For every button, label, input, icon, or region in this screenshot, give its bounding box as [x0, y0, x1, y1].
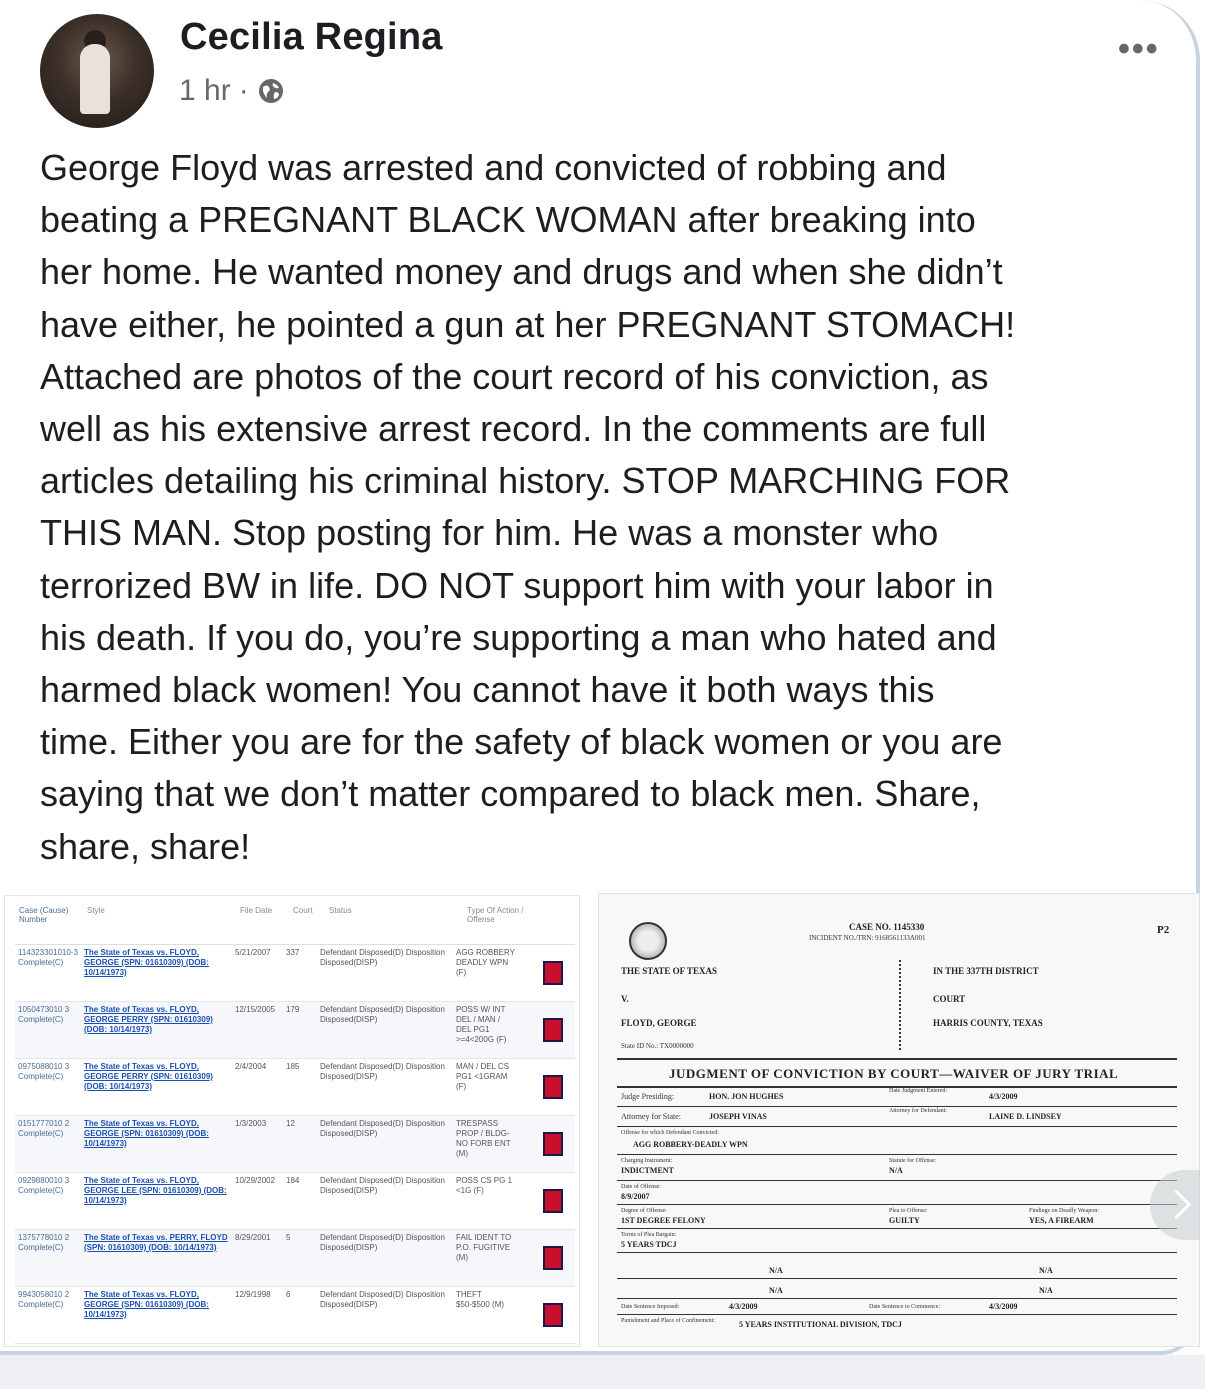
table-row [15, 1059, 575, 1116]
col-header-status: Status [329, 906, 352, 915]
rule-4 [617, 1180, 1177, 1181]
document-icon[interactable] [543, 1246, 563, 1270]
style-link[interactable]: The State of Texas vs. FLOYD, GEORGE (SPN: 01610309) (DOB: 10/14/1973) [84, 1290, 209, 1319]
case-number-cell[interactable]: 1375778010 2 Complete(C) [18, 1233, 70, 1252]
offense-cell: THEFT $50-$500 (M) [456, 1290, 505, 1309]
arrest-table-header [15, 904, 575, 945]
plea-label: Plea to Offense: [889, 1208, 928, 1214]
document-icon[interactable] [543, 1018, 563, 1042]
court-cell: 12 [286, 1119, 295, 1128]
post-text: George Floyd was arrested and convicted of robbing and beating a PREGNANT BLACK WOMAN after breaking into her home. He wanted money and drugs and when she didn’t have either, he pointed a gun at her PREGNANT STOMACH! Attached are photos of the court record of his conviction, as well as his extensive arrest record. In the comments are full articles detailing his criminal history. STOP MARCHING FOR THIS MAN. Stop posting for him. He was a monster who terrorized BW in life. DO NOT support him with your labor in his death. If you do, you’re supporting a man who hated and harmed black women! You cannot have it both ways this time. Either you are for the safety of black women or you are saying that we don’t matter compared to black men. Share, share, share! [40, 147, 1016, 867]
offense-cell: POSS CS PG 1 <1G (F) [456, 1176, 513, 1195]
document-icon[interactable] [543, 1303, 563, 1327]
status-cell: Defendant Disposed(D) Disposition Disposed(DISP) [320, 948, 445, 967]
photo-arrest-record[interactable] [4, 895, 580, 1347]
punishment-label: Punishment and Place of Confinement: [621, 1318, 715, 1324]
document-icon[interactable] [543, 1132, 563, 1156]
file-date-cell: 5/21/2007 [235, 948, 271, 957]
post-meta [179, 74, 285, 108]
statute-value: N/A [889, 1166, 903, 1175]
offense-label: Offense for which Defendant Convicted: [621, 1130, 719, 1136]
table-row [15, 1002, 575, 1059]
style-link[interactable]: The State of Texas vs. FLOYD, GEORGE (SPN: 01610309) (DOB: 10/14/1973) [84, 1119, 209, 1148]
page-number: P2 [1157, 924, 1170, 936]
meta-separator: · [238, 74, 249, 107]
offense-cell: FAIL IDENT TO P.O. FUGITIVE (M) [456, 1233, 512, 1262]
na-3: N/A [769, 1286, 783, 1295]
status-cell: Defendant Disposed(D) Disposition Disposed(DISP) [320, 1176, 445, 1195]
attorney-def-label: Attorney for Defendant: [889, 1108, 947, 1114]
court-seal-icon [629, 922, 667, 960]
defendant-name: FLOYD, GEORGE [621, 1018, 697, 1028]
plea-value: GUILTY [889, 1216, 920, 1225]
feed-background [0, 1355, 1205, 1389]
file-date-cell: 10/29/2002 [235, 1176, 276, 1185]
date-entered-value: 4/3/2009 [989, 1092, 1018, 1101]
attorney-def-value: LAINE D. LINDSEY [989, 1112, 1062, 1121]
date-entered-label: Date Judgment Entered: [889, 1088, 947, 1094]
judge-label: Judge Presiding: [621, 1092, 675, 1101]
rule-7 [617, 1252, 1177, 1253]
author-name[interactable]: Cecilia Regina [180, 16, 443, 58]
style-link[interactable]: The State of Texas vs. FLOYD, GEORGE PERRY (SPN: 01610309) (DOB: 10/14/1973) [84, 1005, 213, 1034]
court-cell: 179 [286, 1005, 300, 1014]
na-4: N/A [1039, 1286, 1053, 1295]
file-date-cell: 12/15/2005 [235, 1005, 276, 1014]
more-options-button[interactable]: ••• [1118, 30, 1160, 68]
arrest-table-body [15, 945, 575, 1344]
case-number: CASE NO. 1145330 [849, 922, 925, 932]
rule-6 [617, 1228, 1177, 1229]
photo-court-judgment[interactable] [598, 893, 1200, 1347]
caption-divider [899, 960, 902, 1050]
status-cell: Defendant Disposed(D) Disposition Disposed(DISP) [320, 1062, 445, 1081]
charging-label: Charging Instrument: [621, 1158, 673, 1164]
date-offense-value: 8/9/2007 [621, 1192, 650, 1201]
findings-label: Findings on Deadly Weapon: [1029, 1208, 1099, 1214]
author-avatar[interactable] [40, 14, 154, 128]
sentence-imposed-label: Date Sentence Imposed: [621, 1304, 680, 1310]
table-row [15, 1173, 575, 1230]
court-cell: 184 [286, 1176, 300, 1185]
terms-label: Terms of Plea Bargain: [621, 1232, 677, 1238]
rule-9 [617, 1298, 1177, 1299]
style-link[interactable]: The State of Texas vs. PERRY, FLOYD (SPN: 01610309) (DOB: 10/14/1973) [84, 1233, 228, 1252]
rule-8 [617, 1278, 1177, 1279]
table-row [15, 1230, 575, 1287]
state-of-texas: THE STATE OF TEXAS [621, 966, 717, 976]
table-row [15, 1116, 575, 1173]
table-row [15, 945, 575, 1002]
case-number-cell[interactable]: 114323301010-3 Complete(C) [18, 948, 78, 967]
court-label: COURT [933, 994, 966, 1004]
rule-2 [617, 1126, 1177, 1127]
punishment-value: 5 YEARS INSTITUTIONAL DIVISION, TDCJ [739, 1320, 902, 1329]
avatar-figure [80, 44, 110, 114]
na-1: N/A [769, 1266, 783, 1275]
style-link[interactable]: The State of Texas vs. FLOYD, GEORGE (SPN: 01610309) (DOB: 10/14/1973) [84, 948, 209, 977]
court-cell: 6 [286, 1290, 291, 1299]
style-link[interactable]: The State of Texas vs. FLOYD, GEORGE LEE (SPN: 01610309) (DOB: 10/14/1973) [84, 1176, 227, 1205]
charging-value: INDICTMENT [621, 1166, 674, 1175]
case-number-cell[interactable]: 0151777010 2 Complete(C) [18, 1119, 70, 1138]
col-header-court: Court [293, 906, 313, 915]
rule-10 [617, 1314, 1177, 1315]
col-header-style: Style [87, 906, 105, 915]
status-cell: Defendant Disposed(D) Disposition Disposed(DISP) [320, 1005, 445, 1024]
document-icon[interactable] [543, 961, 563, 985]
col-header-offense: Type Of Action / Offense [467, 906, 524, 924]
document-icon[interactable] [543, 1075, 563, 1099]
case-number-cell[interactable]: 0929880010 3 Complete(C) [18, 1176, 70, 1195]
na-2: N/A [1039, 1266, 1053, 1275]
findings-value: YES, A FIREARM [1029, 1216, 1094, 1225]
date-offense-label: Date of Offense: [621, 1184, 661, 1190]
col-header-case: Case (Cause) Number [19, 906, 69, 924]
case-number-cell[interactable]: 1050473010 3 Complete(C) [18, 1005, 70, 1024]
rule-1 [617, 1106, 1177, 1107]
status-cell: Defendant Disposed(D) Disposition Disposed(DISP) [320, 1233, 445, 1252]
terms-value: 5 YEARS TDCJ [621, 1240, 677, 1249]
status-cell: Defendant Disposed(D) Disposition Disposed(DISP) [320, 1290, 445, 1309]
style-link[interactable]: The State of Texas vs. FLOYD, GEORGE PERRY (SPN: 01610309) (DOB: 10/14/1973) [84, 1062, 213, 1091]
globe-icon [257, 77, 285, 105]
commence-label: Date Sentence to Commence: [869, 1304, 941, 1310]
degree-value: 1ST DEGREE FELONY [621, 1216, 706, 1225]
file-date-cell: 1/3/2003 [235, 1119, 267, 1128]
offense-cell: MAN / DEL CS PG1 <1GRAM (F) [456, 1062, 510, 1091]
court-cell: 185 [286, 1062, 300, 1071]
incident-number: INCIDENT NO./TRN: 9168561133A001 [809, 934, 926, 942]
court-cell: 337 [286, 948, 300, 957]
rule-3 [617, 1154, 1177, 1155]
sentence-imposed-value: 4/3/2009 [729, 1302, 758, 1311]
state-id: State ID No.: TX0000000 [621, 1042, 694, 1050]
statute-label: Statute for Offense: [889, 1158, 937, 1164]
offense-cell: AGG ROBBERY DEADLY WPN (F) [456, 948, 515, 977]
file-date-cell: 8/29/2001 [235, 1233, 271, 1242]
versus-label: V. [621, 994, 629, 1004]
arrest-table [15, 904, 575, 1344]
document-icon[interactable] [543, 1189, 563, 1213]
offense-cell: TRESPASS PROP / BLDG-NO FORB ENT (M) [456, 1119, 511, 1158]
judge-value: HON. JON HUGHES [709, 1092, 784, 1101]
post-time[interactable]: 1 hr [179, 74, 231, 107]
judgment-title: JUDGMENT OF CONVICTION BY COURT—WAIVER OF JURY TRIAL [669, 1066, 1119, 1081]
col-header-date: File Date [240, 906, 273, 915]
attorney-state-value: JOSEPH VINAS [709, 1112, 767, 1121]
court-cell: 5 [286, 1233, 291, 1242]
table-row [15, 1287, 575, 1344]
file-date-cell: 2/4/2004 [235, 1062, 267, 1071]
offense-value: AGG ROBBERY-DEADLY WPN [633, 1140, 748, 1149]
district-label: IN THE 337TH DISTRICT [933, 966, 1039, 976]
commence-value: 4/3/2009 [989, 1302, 1018, 1311]
offense-cell: POSS W/ INT DEL / MAN / DEL PG1 >=4<200G (F) [456, 1005, 507, 1044]
case-number-cell[interactable]: 9943058010 2 Complete(C) [18, 1290, 70, 1309]
file-date-cell: 12/9/1998 [235, 1290, 271, 1299]
status-cell: Defendant Disposed(D) Disposition Disposed(DISP) [320, 1119, 445, 1138]
rule-top [617, 1058, 1177, 1060]
attorney-state-label: Attorney for State: [621, 1112, 681, 1121]
degree-label: Degree of Offense: [621, 1208, 667, 1214]
case-number-cell[interactable]: 0975088010 3 Complete(C) [18, 1062, 70, 1081]
rule-5 [617, 1204, 1177, 1205]
county-label: HARRIS COUNTY, TEXAS [933, 1018, 1043, 1028]
